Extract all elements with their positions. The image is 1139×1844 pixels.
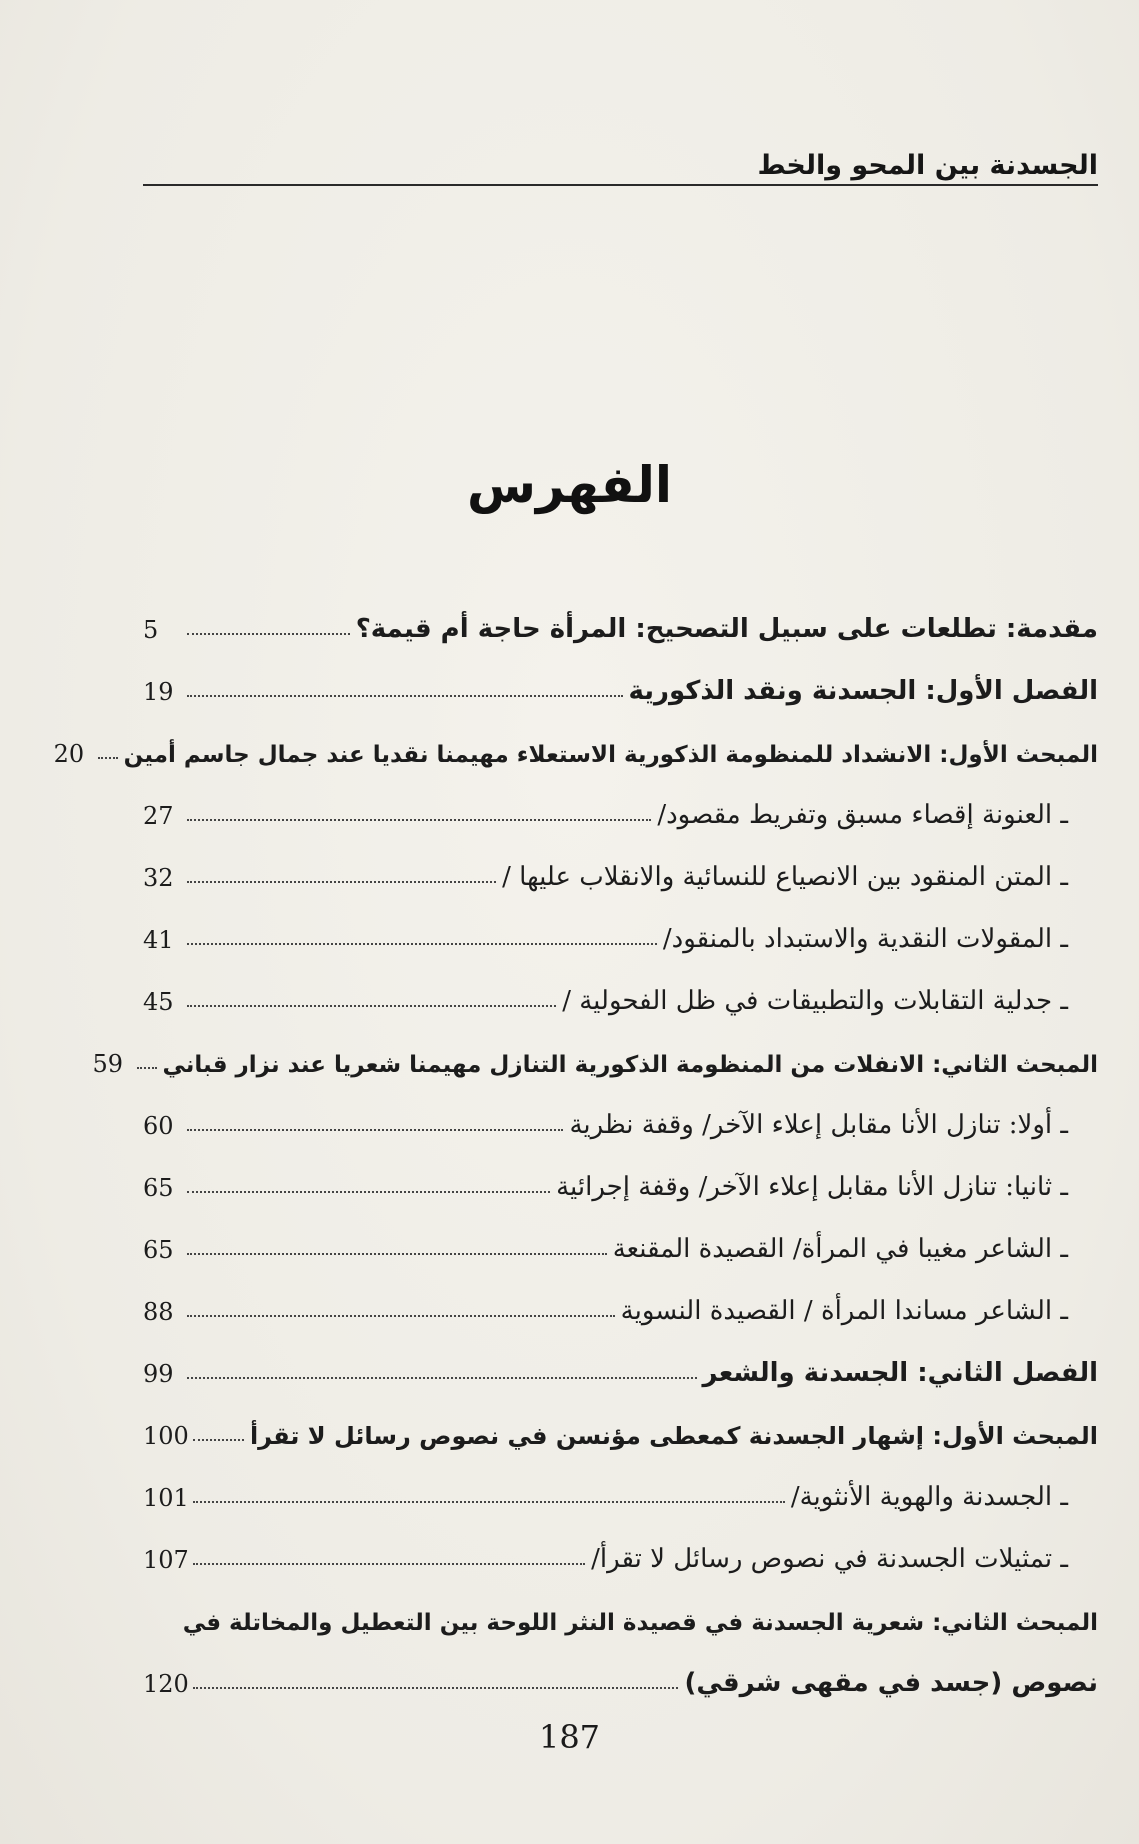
toc-entry (143, 1202, 1098, 1264)
toc-entry-page: 99 (143, 1360, 174, 1388)
toc-entry-page: 60 (143, 1112, 174, 1140)
toc-entry (143, 1326, 1098, 1388)
dot-leader (187, 1377, 697, 1379)
dot-leader (137, 1067, 157, 1069)
toc-entry-page: 41 (143, 926, 174, 954)
toc-entry (143, 830, 1098, 892)
toc-entry-page: 20 (53, 740, 85, 768)
toc-entry (143, 892, 1098, 954)
toc-entry-text: ـ الشاعر مساندا المرأة / القصيدة النسوية (620, 1296, 1068, 1326)
toc-entry (143, 1450, 1098, 1512)
toc-entry-text: المبحث الأول: إشهار الجسدنة كمعطى مؤنسن في نصوص رسائل لا تقرأ (249, 1422, 1098, 1450)
dot-leader (187, 1253, 607, 1255)
dot-leader (193, 1501, 785, 1503)
toc-entry (92, 1016, 1098, 1078)
toc-entry-text: المبحث الثاني: شعرية الجسدنة في قصيدة النثر اللوحة بين التعطيل والمخاتلة في (182, 1610, 1098, 1636)
toc-entry (143, 954, 1098, 1016)
toc-entry-multiline-second (143, 1636, 1098, 1698)
toc-entry-text: نصوص (جسد في مقهى شرقي) (684, 1668, 1098, 1698)
toc-entry (53, 706, 1098, 768)
dot-leader (193, 1439, 244, 1441)
toc-entry-page: 65 (143, 1174, 174, 1202)
toc-entry (143, 1388, 1098, 1450)
toc-entry-text: ـ ثانيا: تنازل الأنا مقابل إعلاء الآخر/ وقفة إجرائية (556, 1172, 1068, 1202)
toc-entry-page: 45 (143, 988, 174, 1016)
dot-leader (193, 1563, 585, 1565)
toc-entry-text: ـ الشاعر مغيبا في المرأة/ القصيدة المقنعة (612, 1234, 1068, 1264)
toc-entry-text: ـ العنونة إقصاء مسبق وتفريط مقصود/ (657, 800, 1068, 830)
toc-entry-page: 100 (143, 1422, 189, 1450)
toc-entry-page: 59 (92, 1050, 124, 1078)
toc-entry-text: ـ جدلية التقابلات والتطبيقات في ظل الفحولية / (562, 986, 1068, 1016)
toc-entry-page: 120 (143, 1670, 189, 1698)
toc-entry-multiline-first (143, 1574, 1098, 1636)
toc-entry-text: الفصل الأول: الجسدنة ونقد الذكورية (628, 676, 1098, 706)
toc-entry-text: الفصل الثاني: الجسدنة والشعر (702, 1358, 1098, 1388)
dot-leader (187, 881, 496, 883)
toc-entry (143, 582, 1098, 644)
toc-entry-text: ـ الجسدنة والهوية الأنثوية/ (790, 1482, 1068, 1512)
dot-leader (187, 1005, 556, 1007)
toc-entry-page: 27 (143, 802, 174, 830)
running-head: الجسدنة بين المحو والخط (757, 150, 1098, 181)
toc-entry-page: 101 (143, 1484, 189, 1512)
toc-entry-text: ـ أولا: تنازل الأنا مقابل إعلاء الآخر/ وقفة نظرية (569, 1110, 1068, 1140)
toc-entry (143, 644, 1098, 706)
header-rule (143, 184, 1098, 186)
toc-entry-text: ـ تمثيلات الجسدنة في نصوص رسائل لا تقرأ/ (591, 1544, 1068, 1574)
dot-leader (187, 695, 623, 697)
toc-entry-page: 5 (143, 616, 159, 644)
toc-entry-text: المبحث الأول: الانشداد للمنظومة الذكورية الاستعلاء مهيمنا نقديا عند جمال جاسم أمين (123, 742, 1098, 768)
toc-entry (143, 768, 1098, 830)
toc-entry (143, 1078, 1098, 1140)
toc-entry-text: مقدمة: تطلعات على سبيل التصحيح: المرأة حاجة أم قيمة؟ (355, 614, 1098, 644)
dot-leader (98, 757, 118, 759)
dot-leader (187, 1129, 563, 1131)
dot-leader (187, 1191, 550, 1193)
dot-leader (187, 943, 657, 945)
toc-entry-text: المبحث الثاني: الانفلات من المنظومة الذكورية التنازل مهيمنا شعريا عند نزار قباني (162, 1052, 1098, 1078)
toc-entry (143, 1512, 1098, 1574)
toc-entry-text: ـ المقولات النقدية والاستبداد بالمنقود/ (662, 924, 1068, 954)
dot-leader (193, 1687, 679, 1689)
dot-leader (187, 819, 651, 821)
toc-entry (143, 1264, 1098, 1326)
toc-entry-page: 19 (143, 678, 174, 706)
toc-entry-page: 65 (143, 1236, 174, 1264)
toc-title: الفهرس (466, 456, 672, 514)
toc-entry (143, 1140, 1098, 1202)
page-number: 187 (538, 1718, 601, 1756)
dot-leader (187, 633, 350, 635)
toc-entry-text: ـ المتن المنقود بين الانصياع للنسائية والانقلاب عليها / (502, 862, 1068, 892)
toc-entry-page: 32 (143, 864, 174, 892)
dot-leader (187, 1315, 615, 1317)
toc-entry-page: 88 (143, 1298, 174, 1326)
table-of-contents (53, 582, 1098, 1698)
toc-entry-page: 107 (143, 1546, 189, 1574)
